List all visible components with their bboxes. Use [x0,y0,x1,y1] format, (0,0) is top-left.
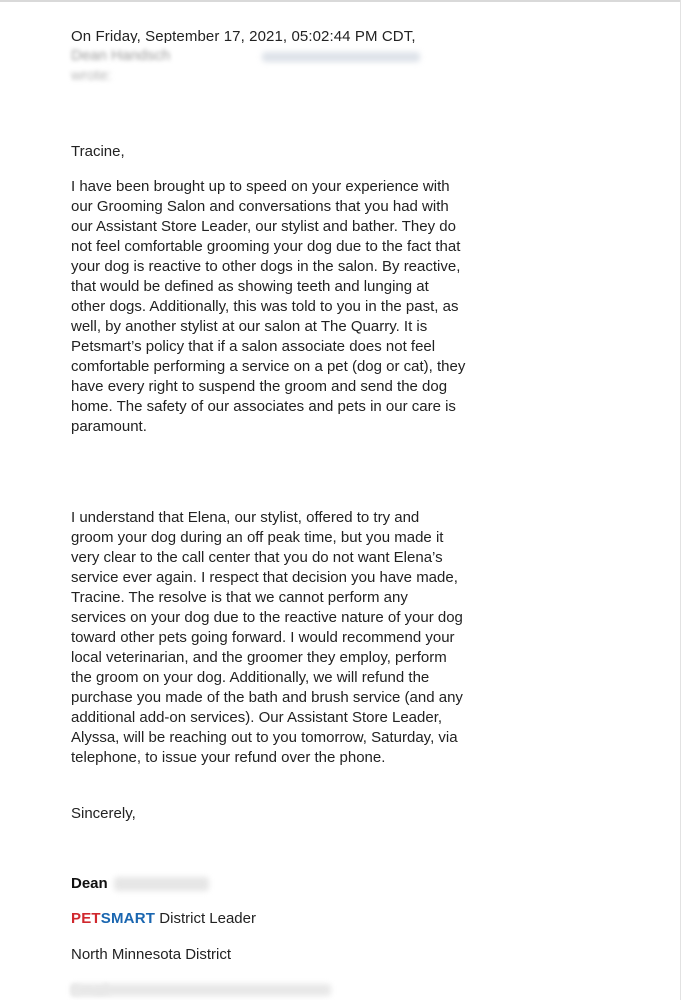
redacted-surname [114,877,209,891]
petsmart-logo-smart: SMART [100,910,156,927]
signature-title: District Leader [159,910,256,927]
redacted-email-address [71,984,331,996]
petsmart-logo-pet: PET [71,910,101,927]
top-border [0,0,681,2]
redacted-sender-name: Dean Handsch [71,47,171,64]
signature-role [71,910,256,927]
body-paragraph-1: I have been brought up to speed on your experience with our Grooming Salon and conversations that you had with our Assistant Store Leader, our stylist and bather. They do not feel comfortable grooming your dog due to the fact that your dog is reactive to other dogs in the salon. By reactive, that would be defined as showing teeth and lunging at other dogs. Additionally, this was told to you in the past, as well, by another stylist at our salon at The Quarry. It is Petsmart’s policy that if a salon associate does not feel comfortable performing a service on a pet (dog or cat), they have every right to suspend the groom and send the dog home. The safety of our associates and pets in our care is paramount. [71,178,466,435]
signature-district: North Minnesota District [71,946,232,963]
wrote-label: wrote: [71,67,112,84]
sent-date-line: On Friday, September 17, 2021, 05:02:44 PM CDT, [71,28,416,43]
signature-name: Dean [71,875,108,892]
greeting: Tracine, [71,143,125,160]
redacted-sender-email [262,52,420,62]
body-paragraph-2: I understand that Elena, our stylist, offered to try and groom your dog during an off peak time, but you made it very clear to the call center that you do not want Elena’s service ever again. I respect that decision you have made, Tracine. The resolve is that we cannot perform any services on your dog due to the reactive nature of your dog toward other pets going forward. I would recommend your local veterinarian, and the groomer they employ, perform the groom on your dog. Additionally, we will refund the purchase you made of the bath and brush service (and any additional add-on services). Our Assistant Store Leader, Alyssa, will be reaching out to you tomorrow, Saturday, via telephone, to issue your refund over the phone. [71,509,463,766]
closing: Sincerely, [71,805,136,822]
